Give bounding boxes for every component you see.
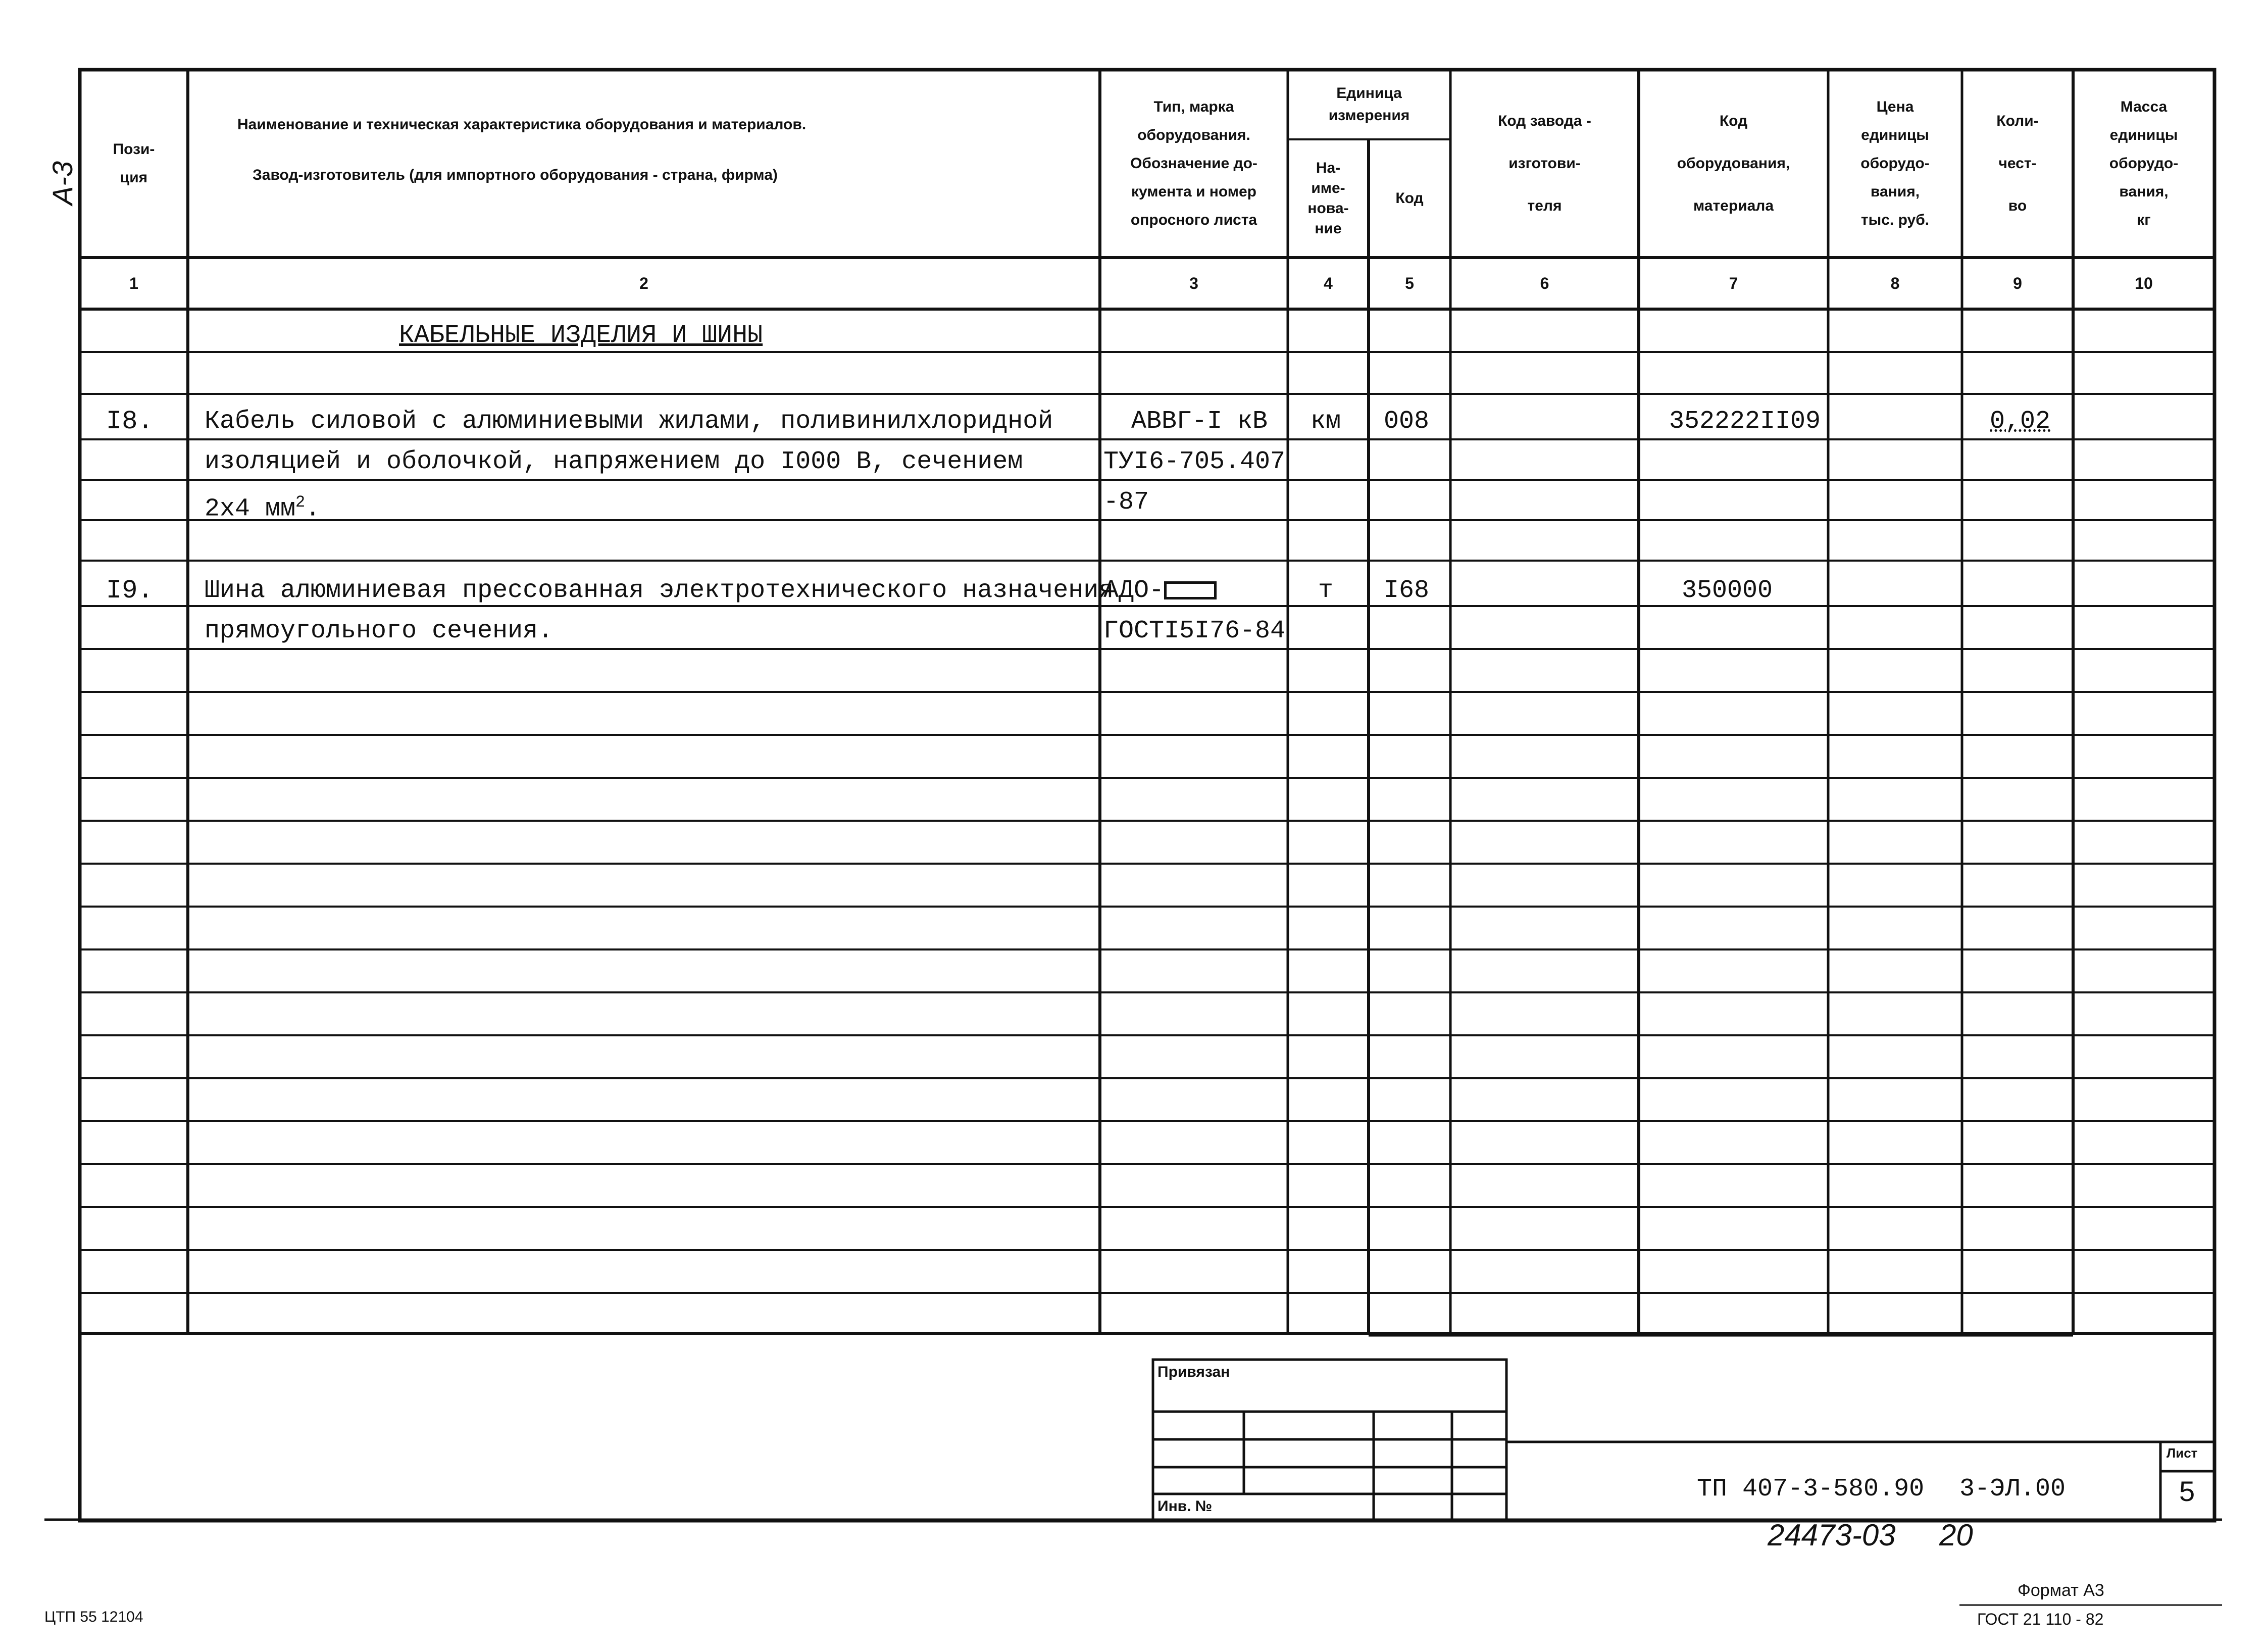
item-position: I9. [106,576,154,606]
item-description-line: прямоугольного сечения. [205,617,553,645]
column-number: 6 [1540,274,1549,292]
item-type-line: ТУI6-705.407 [1103,447,1286,476]
column-number: 7 [1729,274,1738,292]
header-unit-code: Код [1395,190,1424,207]
column-number: 3 [1189,274,1198,292]
item-description-line: Кабель силовой с алюминиевыми жилами, поливинилхлоридной [205,407,1053,436]
gost-label: ГОСТ 21 110 - 82 [1977,1610,2104,1628]
rectangle-section-icon [1164,581,1217,599]
header-name-line2: Завод-изготовитель (для импортного оборудования - страна, фирма) [253,167,778,183]
sheet-label: Лист [2167,1445,2198,1461]
privyazan-label: Привязан [1157,1364,1230,1380]
item-unit-name: т [1318,576,1334,605]
column-number: 10 [2135,274,2153,292]
handwritten-number: 24473-03 [1768,1518,1896,1552]
header-price: Цена единицы оборудо- вания, тыс. руб. [1860,98,1930,228]
header-manufacturer-code: Код завода - изготови- теля [1498,113,1591,214]
header-position: Пози- ция [113,141,155,186]
item-description-line: Шина алюминиевая прессованная электротехнического назначения [205,576,1114,605]
header-quantity: Коли- чест- во [1996,113,2039,214]
document-suffix: 3-ЭЛ.00 [1959,1475,2066,1504]
item-unit-code: 008 [1384,407,1430,436]
item-unit-name: км [1311,407,1341,436]
item-type-line: АДО- [1103,571,1217,611]
item-type-line: ГОСТI5I76-84 [1103,617,1286,645]
column-number: 9 [2013,274,2022,292]
column-number: 5 [1405,274,1414,292]
item-type-line: -87 [1103,488,1149,517]
section-title: КАБЕЛЬНЫЕ ИЗДЕЛИЯ И ШИНЫ [399,321,763,350]
column-number: 1 [129,274,138,292]
header-mass: Масса единицы оборудо- вания, кг [2109,98,2179,228]
side-mark: А-3 [46,161,79,206]
item-material-code: 350000 [1682,576,1773,605]
header-unit-name: На- име- нова- ние [1307,160,1349,237]
header-unit-group: Единица измерения [1328,85,1410,124]
item-type-line: АВВГ-I кВ [1131,407,1268,436]
inventory-number-label: Инв. № [1157,1498,1213,1515]
item-description-line: изоляцией и оболочкой, напряжением до I000 В, сечением [205,447,1023,476]
item-position: I8. [106,407,154,436]
footer-left-code: ЦТП 55 12104 [44,1609,143,1625]
header-material-code: Код оборудования, материала [1677,113,1790,214]
header-type: Тип, марка оборудования. Обозначение до- кумента и номер опросного листа [1130,98,1257,228]
header-name-line1: Наименование и техническая характеристика оборудования и материалов. [237,116,807,133]
format-label: Формат А3 [2018,1581,2104,1600]
item-description-line: 2х4 $мм^2$. [205,493,321,524]
column-number: 2 [639,274,648,292]
item-material-code: 352222II09 [1669,407,1821,436]
sheet-number: 5 [2179,1475,2195,1507]
column-number: 8 [1890,274,1900,292]
document-code: ТП 407-3-580.90 [1697,1475,1925,1504]
item-unit-code: I68 [1384,576,1430,605]
column-number: 4 [1324,274,1333,292]
item-quantity: 0,02 [1990,407,2051,436]
handwritten-number-2: 20 [1939,1518,1973,1552]
